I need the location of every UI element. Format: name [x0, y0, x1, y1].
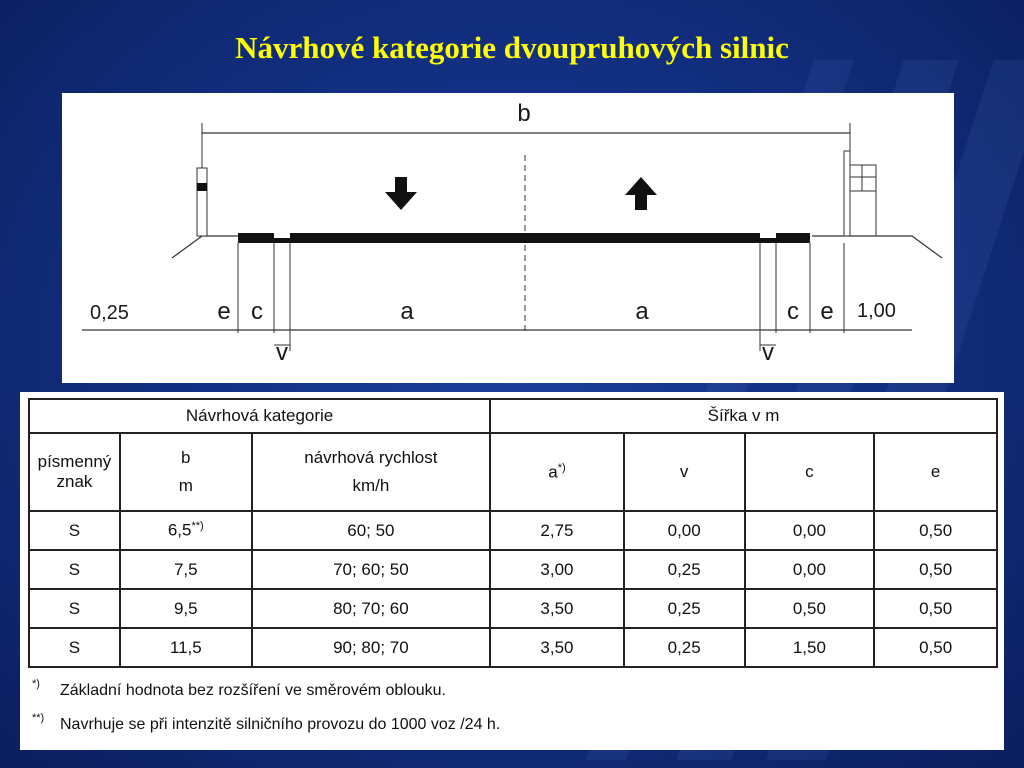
- label-a-left: a: [400, 298, 414, 325]
- table-row: [29, 589, 997, 628]
- footnotes: [32, 678, 992, 746]
- footnote-mark: **): [191, 520, 204, 533]
- cell-speed: 80; 70; 60: [252, 589, 490, 628]
- header-pismenny-line2: znak: [56, 472, 93, 491]
- cell-speed: 70; 60; 50: [252, 550, 490, 589]
- cell-speed: 90; 80; 70: [252, 628, 490, 667]
- cell-znak: S: [29, 511, 120, 550]
- label-e-left: e: [217, 298, 231, 325]
- label-a-right: a: [635, 298, 649, 325]
- label-c-left: c: [251, 298, 263, 325]
- header-speed-line1: návrhová rychlost: [304, 448, 438, 467]
- cell-e: 0,50: [874, 550, 997, 589]
- cell-b: 7,5: [120, 550, 252, 589]
- cell-e: 0,50: [874, 511, 997, 550]
- cell-znak: S: [29, 550, 120, 589]
- header-pismenny-znak: [29, 433, 120, 511]
- table-row: [29, 511, 997, 550]
- road-surface: [238, 233, 810, 243]
- cell-a: 3,00: [490, 550, 624, 589]
- cell-speed: 60; 50: [252, 511, 490, 550]
- header-e: e: [874, 433, 997, 511]
- arrow-up-icon: [625, 177, 657, 210]
- header-pismenny-line1: písmenný: [37, 452, 112, 471]
- category-table: [28, 398, 998, 668]
- cell-c: 0,00: [745, 550, 875, 589]
- cell-v: 0,25: [624, 628, 745, 667]
- label-dim-right: 1,00: [857, 300, 896, 322]
- footnote-mark: *): [32, 678, 40, 690]
- header-sirka: Šířka v m: [490, 399, 997, 433]
- marking: [760, 233, 776, 238]
- cell-znak: S: [29, 628, 120, 667]
- label-e-right: e: [820, 298, 834, 325]
- footnote: [32, 678, 992, 712]
- left-post-reflector: [197, 183, 207, 191]
- cell-a: 3,50: [490, 589, 624, 628]
- cell-znak: S: [29, 589, 120, 628]
- arrow-down-icon: [385, 177, 417, 210]
- guardrail-post-icon: [844, 151, 850, 236]
- label-c-right: c: [787, 298, 799, 325]
- footnote-mark: *): [557, 461, 566, 474]
- label-v-left: v: [276, 339, 288, 366]
- cell-e: 0,50: [874, 589, 997, 628]
- header-a: a*): [490, 433, 624, 511]
- category-table-panel: [20, 392, 1004, 750]
- header-b: [120, 433, 252, 511]
- left-post-icon: [197, 168, 207, 236]
- header-speed: [252, 433, 490, 511]
- cell-b: 9,5: [120, 589, 252, 628]
- footnote-text: Základní hodnota bez rozšíření ve směrovém oblouku.: [60, 682, 446, 699]
- header-navrhova-kategorie: Návrhová kategorie: [29, 399, 490, 433]
- header-b-line1: b: [181, 448, 191, 467]
- header-b-unit: m: [178, 476, 193, 495]
- cell-v: 0,25: [624, 589, 745, 628]
- header-c: c: [745, 433, 875, 511]
- cross-section-svg: [62, 93, 954, 383]
- cell-v: 0,25: [624, 550, 745, 589]
- table-row: [29, 628, 997, 667]
- cell-a: 2,75: [490, 511, 624, 550]
- footnote-text: Navrhuje se při intenzitě silničního provozu do 1000 voz /24 h.: [60, 716, 501, 733]
- cell-a: 3,50: [490, 628, 624, 667]
- table-row: [29, 550, 997, 589]
- label-b: b: [517, 100, 531, 127]
- label-dim-left: 0,25: [90, 302, 129, 324]
- cell-c: 1,50: [745, 628, 875, 667]
- cell-b: 11,5: [120, 628, 252, 667]
- cell-b: 6,5**): [120, 511, 252, 550]
- footnote-mark: **): [32, 712, 45, 724]
- cell-e: 0,50: [874, 628, 997, 667]
- header-v: v: [624, 433, 745, 511]
- cell-c: 0,00: [745, 511, 875, 550]
- right-slope: [812, 236, 942, 258]
- cell-c: 0,50: [745, 589, 875, 628]
- footnote: [32, 712, 992, 746]
- left-slope: [172, 236, 238, 258]
- header-speed-unit: km/h: [352, 476, 390, 495]
- marking: [274, 233, 290, 238]
- label-v-right: v: [762, 339, 774, 366]
- slide-title: Návrhové kategorie dvoupruhových silnic: [235, 30, 789, 65]
- road-cross-section-diagram: [62, 93, 954, 383]
- cell-v: 0,00: [624, 511, 745, 550]
- guardrail-beam-icon: [850, 165, 876, 191]
